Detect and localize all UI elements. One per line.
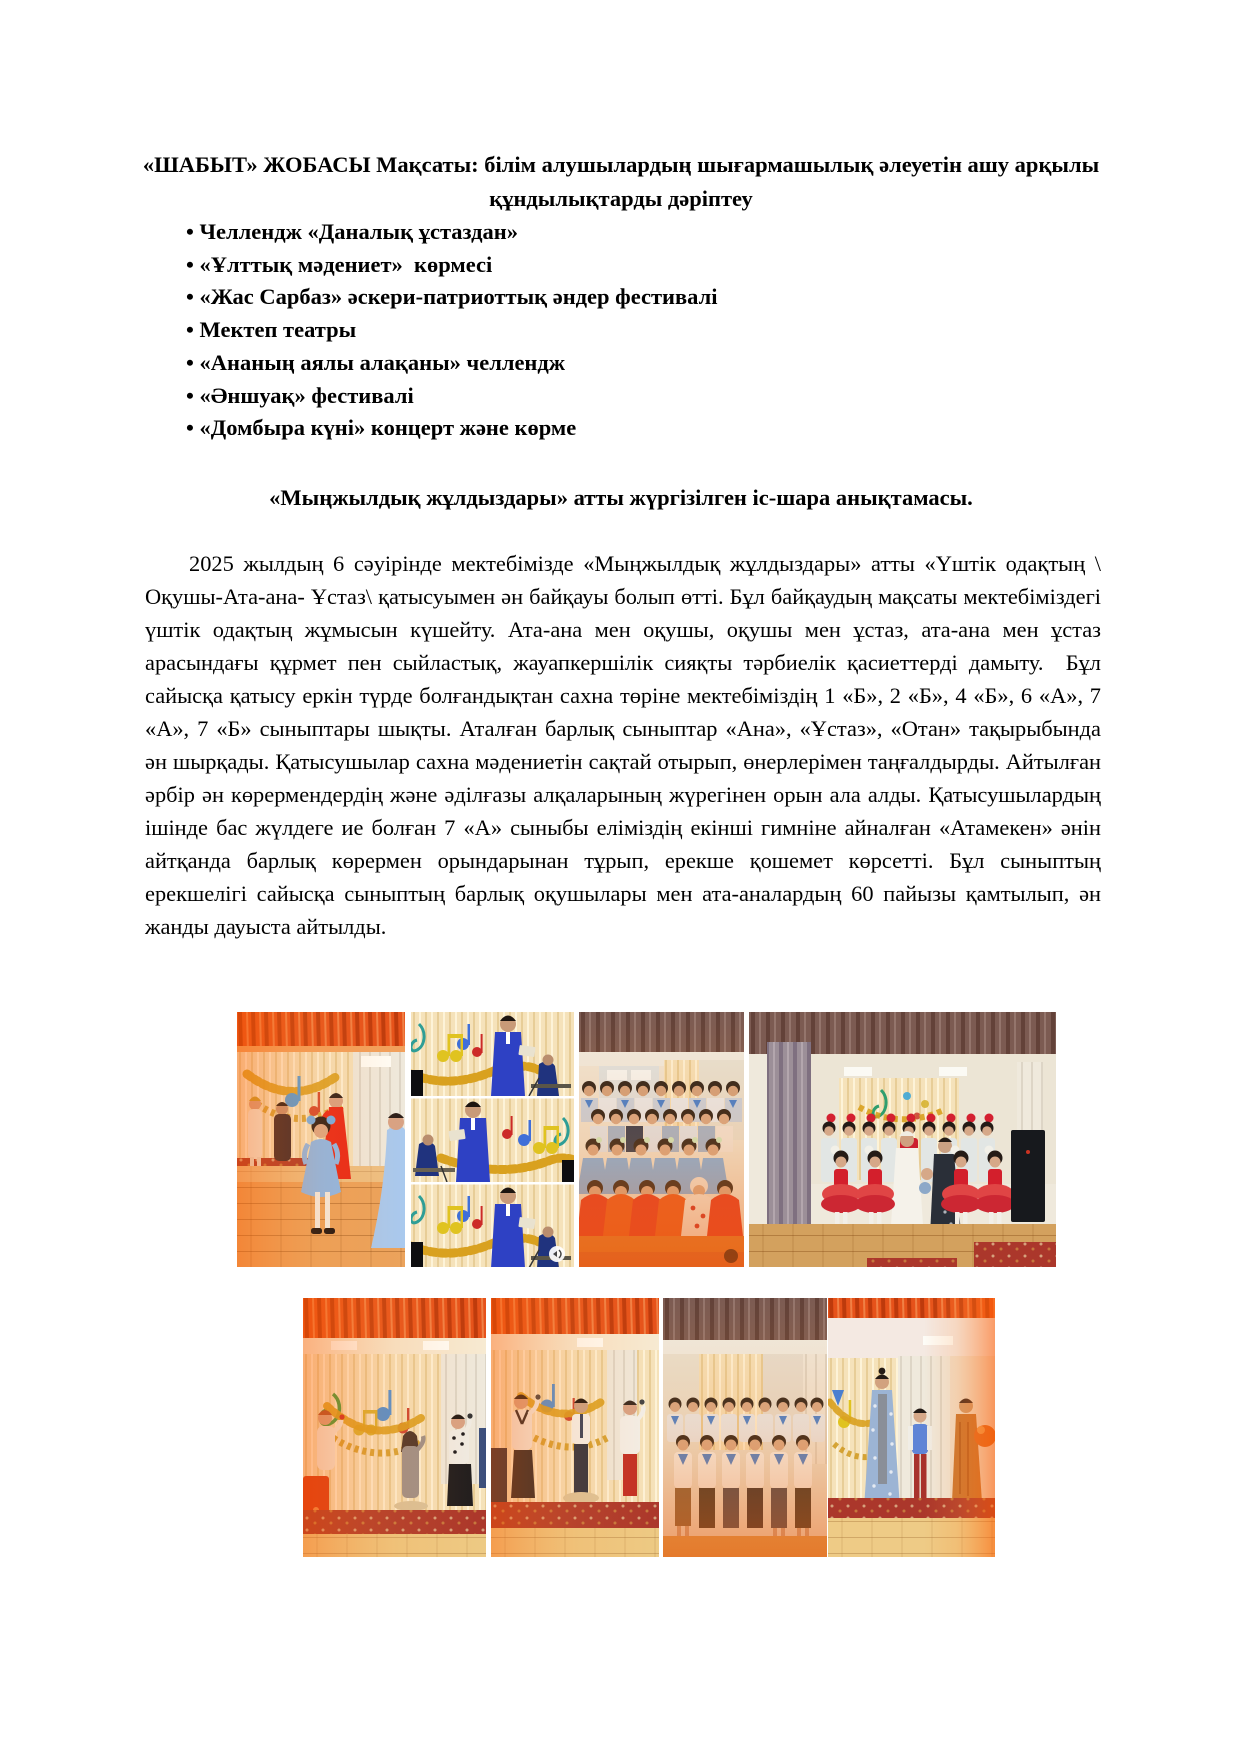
photo-host-blue-suit-triptych — [411, 1012, 574, 1267]
photo-performers-orange-light — [828, 1298, 995, 1557]
bullet-item-exhibition: • «Ұлттық мәдениет» көрмесі — [186, 249, 718, 282]
bullet-item-challenge: • Челлендж «Даналық ұстаздан» — [186, 216, 718, 249]
photo-stage-girl-blue-dress — [237, 1012, 405, 1267]
photo-collage-top — [0, 1012, 1240, 1267]
bullet-item-anshuak: • «Әншуақ» фестивалі — [186, 380, 718, 413]
photo-trio-on-stage — [491, 1298, 659, 1557]
bullet-item-festival: • «Жас Сарбаз» әскери-патриоттық әндер фестивалі — [186, 281, 718, 314]
photo-school-choir-blue-bows — [663, 1298, 827, 1557]
body-paragraph: 2025 жылдың 6 сәуірінде мектебімізде «Мыңжылдық жұлдыздары» атты «Үштік одақтың \ Оқушы-Ата-ана- Ұстаз\ қатысуымен ән байқауы болып өтті. Бұл байқаудың мақсаты мектебіміздегі үштік одақтың жұмысын күшейту. Ата-ана мен оқушы, оқушы мен ұстаз, ата-ана мен ұстаз арасындағы құрмет пен сыйластық, жауапкершілік сияқты тәрбиелік қасиеттерді дамыту. Бұл сайысқа қатысу еркін түрде болғандықтан сахна төріне мектебіміздің 1 «Б», 2 «Б», 4 «Б», 6 «А», 7 «А», 7 «Б» сыныптары шықты. Аталған барлық сыныптар «Ана», «Ұстаз», «Отан» тақырыбында ән шырқады. Қатысушылар сахна мәдениетін сақтай отырып, өнерлерімен таңғалдырды. Айтылған әрбір ән көрермендердің және әділғазы алқаларының жүрегінен орын ала алды. Қатысушылардың ішінде бас жүлдеге ие болған 7 «А» сыныбы еліміздің екінші гимніне айналған «Атамекен» әнін айтқанда барлық көрермен орындарынан тұрып, ерекше қошемет көрсетті. Бұл сыныптың ерекшелігі сайысқа сыныптың барлық оқушылары мен ата-аналардың 60 пайызы қамтылып, ән жанды дауыста айтылды. — [145, 551, 1107, 939]
photo-girls-red-dresses-hall — [749, 1012, 1056, 1267]
photo-pupils-group — [579, 1012, 744, 1267]
page-title: «ШАБЫТ» ЖОБАСЫ Мақсаты: білім алушылардың шығармашылық әлеуетін ашу арқылы құндылықтарды дәріптеу — [142, 152, 1105, 211]
bullet-item-theatre: • Мектеп театры — [186, 314, 718, 347]
section-heading: «Мыңжылдық жұлдыздары» атты жүргізілген іс-шара анықтамасы. — [269, 485, 973, 510]
bullet-item-mother-challenge: • «Ананың аялы алақаны» челлендж — [186, 347, 718, 380]
bullet-item-dombyra: • «Домбыра күні» концерт және көрме — [186, 412, 718, 445]
bullet-list — [186, 216, 718, 445]
photo-singers-decorated-stage — [303, 1298, 486, 1557]
photo-collage-bottom — [0, 1298, 1240, 1557]
